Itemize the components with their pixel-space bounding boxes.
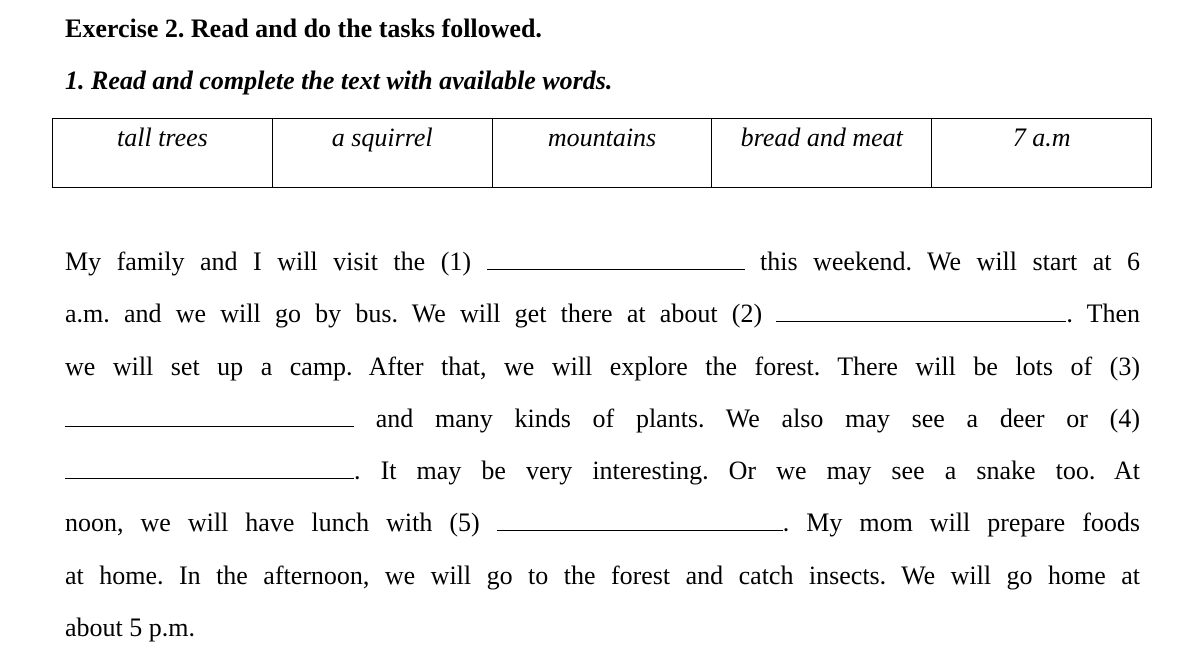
word-box (52, 118, 1152, 188)
passage-line-5 (65, 445, 1140, 497)
blank-5 (497, 510, 783, 531)
passage-text: . It may be very interesting. Or we may see a snake too. At (354, 456, 1140, 486)
word-box-cell: tall trees (53, 119, 273, 188)
passage-line-1 (65, 236, 1140, 288)
blank-1 (487, 249, 745, 270)
passage-line-6 (65, 497, 1140, 549)
passage-line-7 (65, 550, 1140, 602)
passage-text: about 5 p.m. (65, 613, 195, 643)
passage-line-2 (65, 288, 1140, 340)
passage-text: My family and I will visit the (1) (65, 247, 472, 276)
word-box-cell: bread and meat (712, 119, 932, 188)
passage-line-3 (65, 341, 1140, 393)
passage-text: . My mom will prepare foods (782, 508, 1140, 538)
passage (65, 236, 1140, 654)
word-box-cell: mountains (492, 119, 712, 188)
passage-line-4 (65, 393, 1140, 445)
word-box-cell: 7 a.m (932, 119, 1152, 188)
passage-text: we will set up a camp. After that, we will explore the forest. There will be lots of (3) (65, 351, 1140, 381)
passage-text: this weekend. We will start at 6 (760, 247, 1141, 276)
passage-text: . Then (1066, 299, 1141, 329)
word-box-row (53, 119, 1152, 188)
passage-line-8 (65, 602, 1140, 654)
blank-3 (65, 406, 354, 427)
task-title: 1. Read and complete the text with available words. (65, 66, 613, 95)
passage-text: noon, we will have lunch with (5) (65, 508, 480, 538)
blank-2 (776, 301, 1066, 322)
passage-text: and many kinds of plants. We also may see a deer or (4) (375, 403, 1140, 433)
exercise-title: Exercise 2. Read and do the tasks followed. (65, 14, 542, 43)
word-box-cell: a squirrel (272, 119, 492, 188)
passage-text: a.m. and we will go by bus. We will get there at about (2) (65, 299, 763, 329)
passage-text: at home. In the afternoon, we will go to the forest and catch insects. We will go home at (65, 560, 1140, 590)
blank-4 (65, 458, 354, 479)
